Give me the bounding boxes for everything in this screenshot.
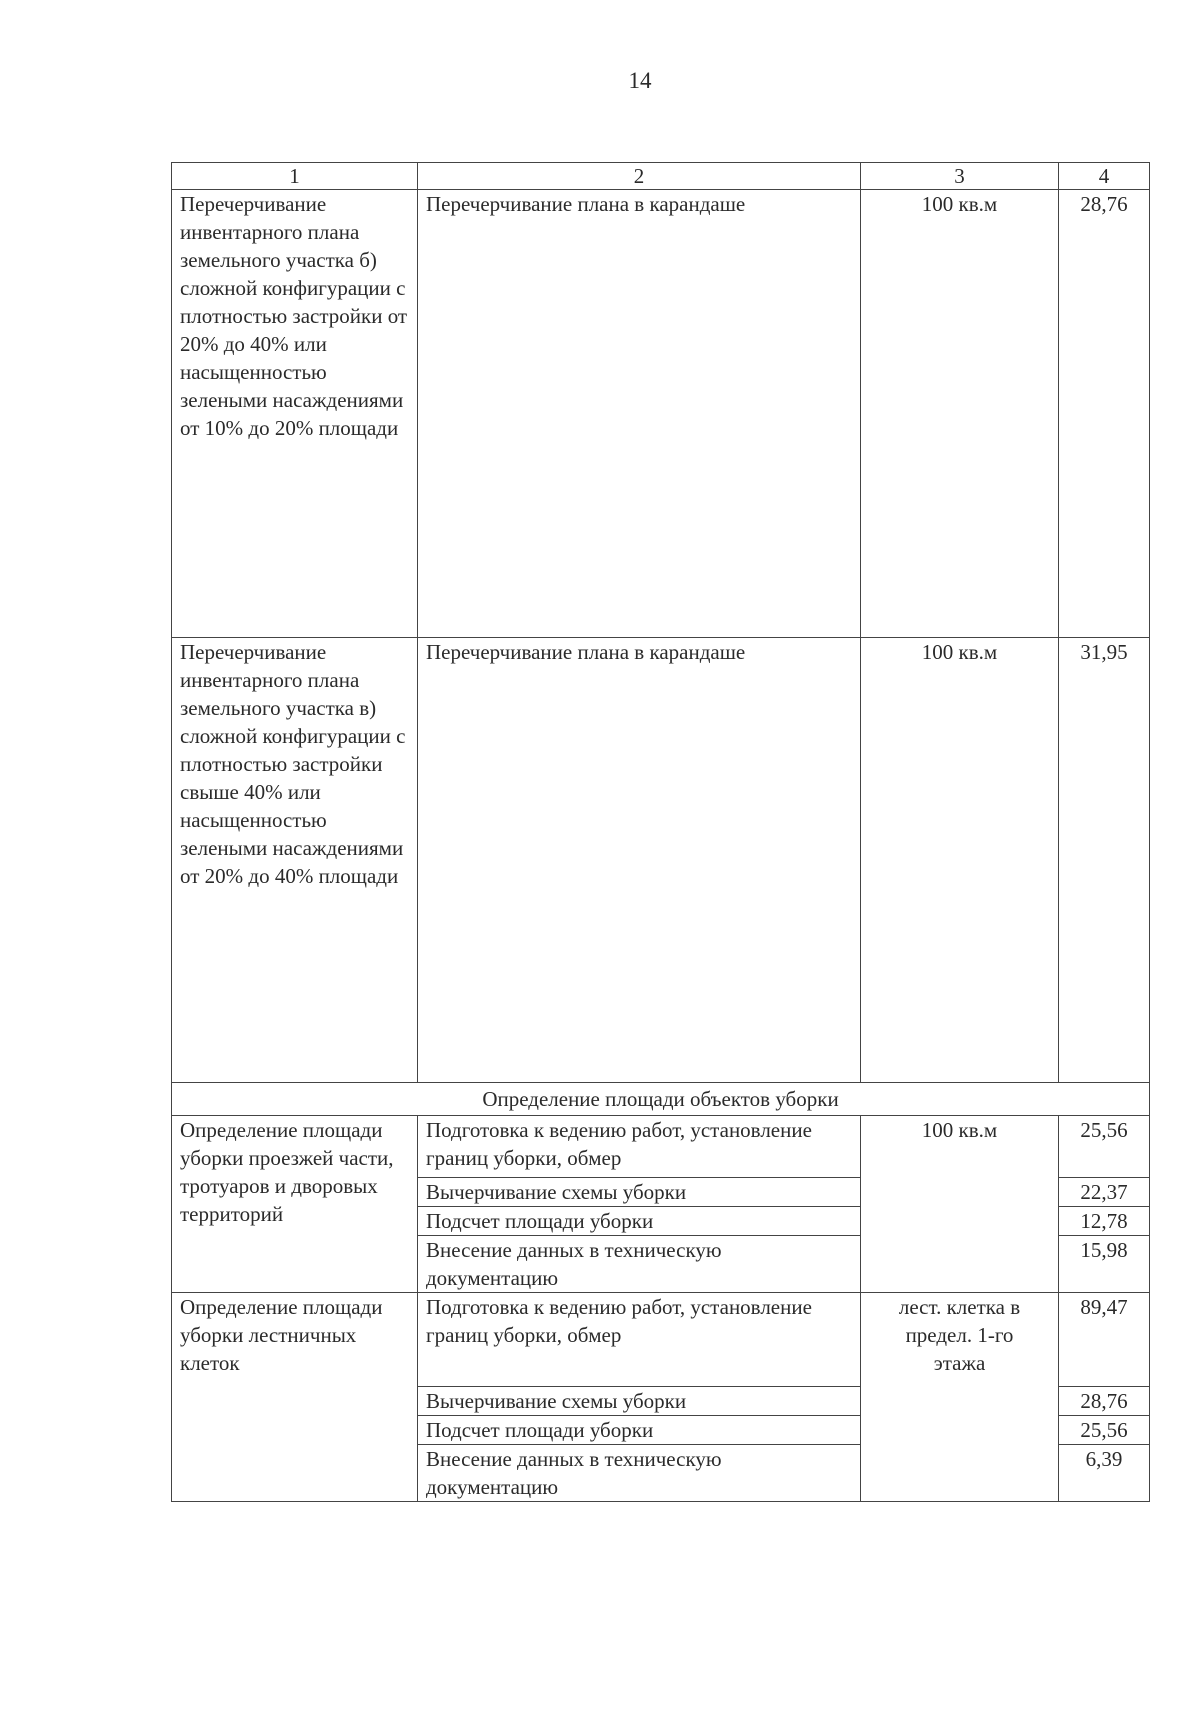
header-cell-4: 4: [1059, 163, 1150, 190]
operation-cell: Внесение данных в техническую документацию: [418, 1445, 861, 1502]
operation-cell: Подсчет площади уборки: [418, 1416, 861, 1445]
operation-cell: Подготовка к ведению работ, установление границ уборки, обмер: [418, 1116, 861, 1178]
operation-cell: Подготовка к ведению работ, установление границ уборки, обмер: [418, 1293, 861, 1387]
table-row: [172, 1116, 1150, 1178]
unit-cell: лест. клетка в предел. 1-го этажа: [861, 1293, 1059, 1502]
header-cell-2: 2: [418, 163, 861, 190]
rate-cell: 6,39: [1059, 1445, 1150, 1502]
unit-cell: 100 кв.м: [861, 190, 1059, 638]
operation-cell: Внесение данных в техническую документацию: [418, 1236, 861, 1293]
rate-cell: 28,76: [1059, 1387, 1150, 1416]
table-header-row: [172, 163, 1150, 190]
work-name-cell: Перечерчивание инвентарного плана земельного участка в) сложной конфигурации с плотностью застройки свыше 40% или насыщенностью зелеными насаждениями от 20% до 40% площади: [172, 638, 418, 1083]
section-title-row: [172, 1083, 1150, 1116]
rate-cell: 12,78: [1059, 1207, 1150, 1236]
rate-cell: 25,56: [1059, 1116, 1150, 1178]
rate-cell: 25,56: [1059, 1416, 1150, 1445]
operation-cell: Вычерчивание схемы уборки: [418, 1387, 861, 1416]
operation-cell: Вычерчивание схемы уборки: [418, 1178, 861, 1207]
table-row: [172, 190, 1150, 638]
rate-cell: 31,95: [1059, 638, 1150, 1083]
table-row: [172, 1293, 1150, 1387]
header-cell-3: 3: [861, 163, 1059, 190]
header-cell-1: 1: [172, 163, 418, 190]
section-title: Определение площади объектов уборки: [172, 1083, 1150, 1116]
rate-cell: 89,47: [1059, 1293, 1150, 1387]
table-row: [172, 638, 1150, 1083]
work-name-cell: Определение площади уборки лестничных клеток: [172, 1293, 418, 1502]
unit-cell: 100 кв.м: [861, 638, 1059, 1083]
work-name-cell: Перечерчивание инвентарного плана земельного участка б) сложной конфигурации с плотностью застройки от 20% до 40% или насыщенностью зелеными насаждениями от 10% до 20% площади: [172, 190, 418, 638]
rate-cell: 28,76: [1059, 190, 1150, 638]
rate-cell: 15,98: [1059, 1236, 1150, 1293]
tariff-table: [171, 162, 1150, 1502]
operation-cell: Подсчет площади уборки: [418, 1207, 861, 1236]
page-number: 14: [628, 68, 652, 93]
rate-cell: 22,37: [1059, 1178, 1150, 1207]
work-name-cell: Определение площади уборки проезжей части, тротуаров и дворовых территорий: [172, 1116, 418, 1293]
operation-cell: Перечерчивание плана в карандаше: [418, 638, 861, 1083]
unit-cell: 100 кв.м: [861, 1116, 1059, 1293]
operation-cell: Перечерчивание плана в карандаше: [418, 190, 861, 638]
